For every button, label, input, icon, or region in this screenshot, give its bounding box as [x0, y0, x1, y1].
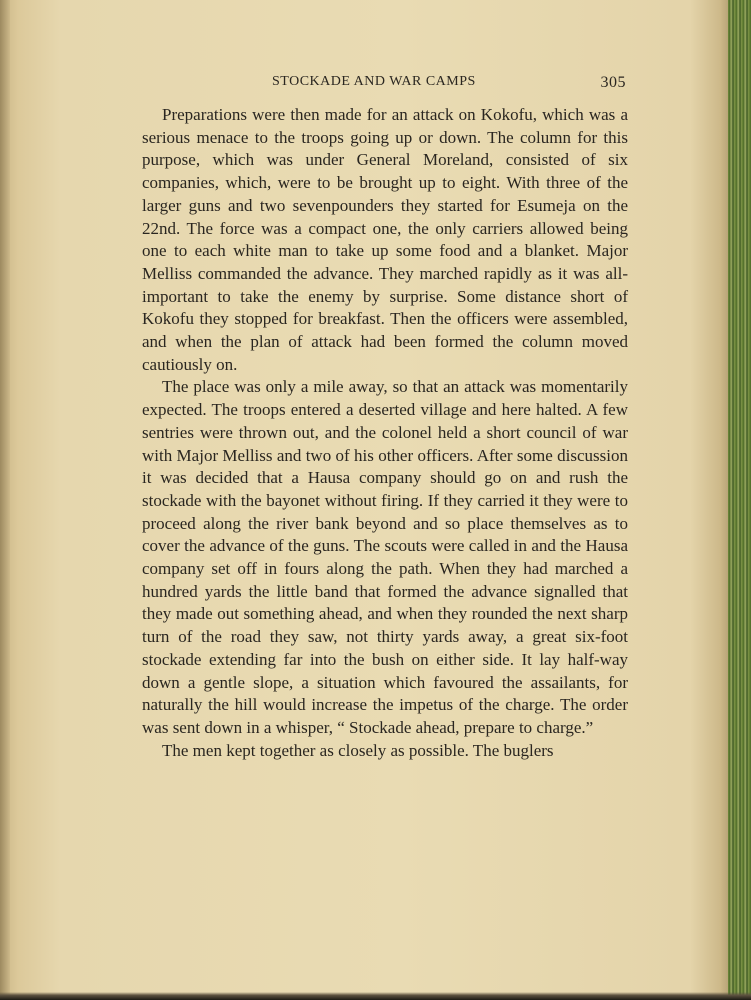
page-bottom-edge — [0, 992, 751, 1000]
paragraph: The place was only a mile away, so that an attack was momentarily expected. The troops entered a deserted village and here halted. A few sentries were thrown out, and the colonel held a short council of war with Major Melliss and two of his other officers. After some discussion it was decided that a Hausa company should go on and rush the stockade with the bayonet without firing. If they carried it they were to proceed along the river bank beyond and so place themselves as to cover the advance of the guns. The scouts were called in and the Hausa company set off in fours along the path. When they had marched a hundred yards the little band that formed the advance signalled that they made out something ahead, and when they rounded the next sharp turn of the road they saw, not thirty yards away, a great six-foot stockade extending far into the bush on either side. It lay half-way down a gentle slope, a situation which favoured the assailants, for naturally the hill would increase the impetus of the charge. The order was sent down in a whisper, “ Stockade ahead, prepare to charge.” — [142, 377, 628, 737]
running-head: STOCKADE AND WAR CAMPS — [272, 74, 476, 89]
body-text — [142, 104, 628, 762]
page-left-edge — [0, 0, 10, 1000]
paragraph: The men kept together as closely as possible. The buglers — [162, 740, 554, 760]
book-binding-edge — [728, 0, 751, 1000]
paragraph: Preparations were then made for an attack on Kokofu, which was a serious menace to the troops going up or down. The column for this purpose, which was under General Moreland, consisted of six companies, which, were to be brought up to eight. With three of the larger guns and two sevenpounders they started for Esumeja on the 22nd. The force was a compact one, the only carriers allowed being one to each white man to take up some food and a blanket. Major Melliss commanded the advance. They marched rapidly as it was all-important to take the enemy by surprise. Some distance short of Kokofu they stopped for breakfast. Then the officers were assembled, and when the plan of attack had been formed the column moved cautiously on. — [142, 105, 628, 374]
page-number: 305 — [600, 74, 626, 91]
page-header — [140, 74, 626, 94]
